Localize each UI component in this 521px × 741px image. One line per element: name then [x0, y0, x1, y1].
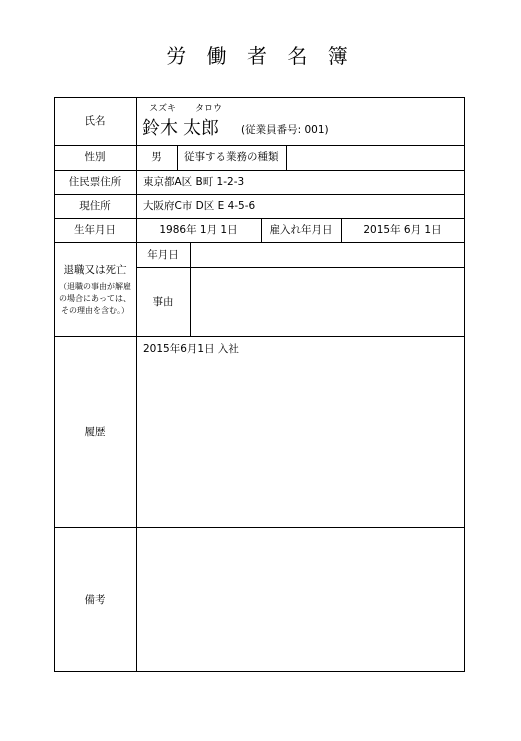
job-label-divider: [286, 145, 287, 170]
name-label: 氏名: [84, 115, 106, 127]
gender-value: 男: [151, 151, 162, 163]
retirement-date-label: 年月日: [147, 249, 179, 261]
registered-address-label: 住民票住所: [68, 176, 122, 188]
history-entry: 2015年6月1日 入社: [143, 343, 239, 355]
furigana-last: スズキ: [149, 104, 177, 114]
row-divider: [54, 194, 465, 195]
birth-date-value: 1986年 1月 1日: [159, 224, 238, 236]
table-border-bottom: [54, 671, 465, 672]
employee-register-form: [54, 97, 465, 672]
furigana-first: タロウ: [195, 104, 223, 114]
first-name: 太郎: [183, 118, 219, 139]
birth-date-label: 生年月日: [74, 224, 116, 236]
job-type-label: 従事する業務の種類: [184, 151, 279, 163]
gender-divider: [177, 145, 178, 170]
employee-number: (従業員番号: 001): [241, 124, 329, 136]
table-border-top: [54, 97, 465, 98]
row-divider: [54, 218, 465, 219]
row-divider: [54, 336, 465, 337]
retire-value-divider: [190, 242, 191, 336]
current-address-label: 現住所: [79, 200, 111, 212]
gender-label: 性別: [84, 151, 106, 163]
row-divider: [54, 527, 465, 528]
remarks-label: 備考: [84, 594, 106, 606]
retirement-note: （退職の事由が解雇の場合にあっては、その理由を含む。）: [59, 282, 131, 315]
table-border-right: [464, 97, 465, 672]
hire-date-value: 2015年 6月 1日: [363, 224, 442, 236]
history-label: 履歴: [84, 426, 106, 438]
registered-address-value: 東京都A区 B町 1-2-3: [143, 176, 245, 188]
retire-inner-divider: [136, 267, 465, 268]
page-title: 労 働 者 名 簿: [166, 44, 355, 68]
row-divider: [54, 170, 465, 171]
current-address-value: 大阪府C市 D区 E 4-5-6: [143, 200, 256, 212]
hire-date-label: 雇入れ年月日: [269, 224, 333, 236]
retirement-reason-label: 事由: [152, 296, 174, 308]
row-divider: [54, 145, 465, 146]
label-column-divider: [136, 97, 137, 672]
last-name: 鈴木: [142, 118, 178, 139]
row-divider: [54, 242, 465, 243]
retirement-label: 退職又は死亡: [63, 264, 127, 276]
